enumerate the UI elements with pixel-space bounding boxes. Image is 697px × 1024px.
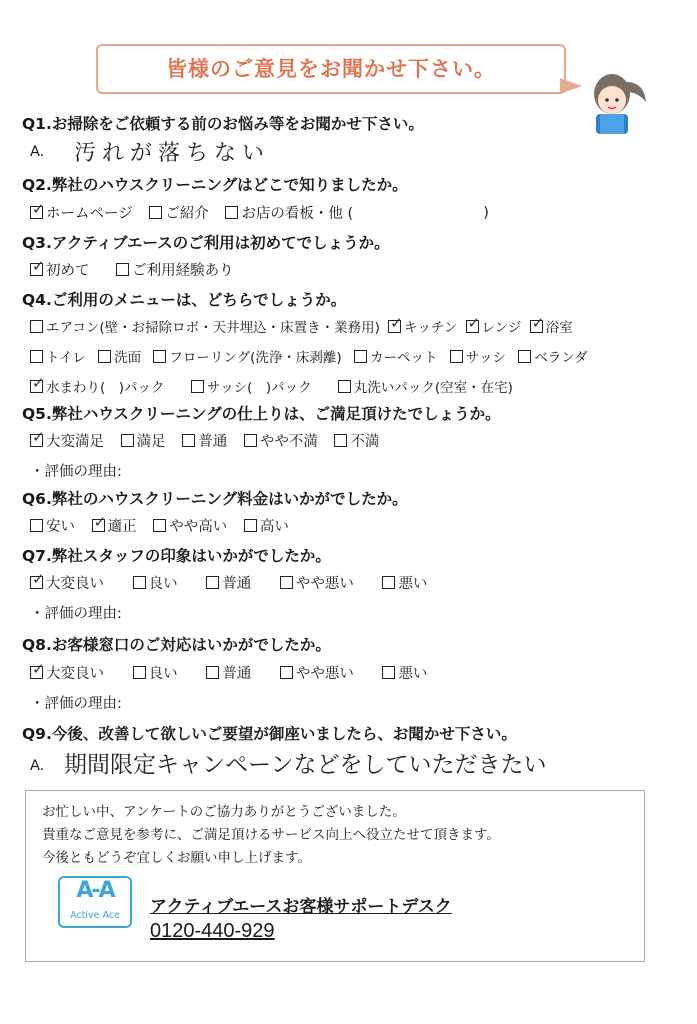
- q7-options: [30, 572, 439, 593]
- q7-option-somewhat-bad[interactable]: やや悪い: [280, 572, 354, 593]
- q4-option-sash[interactable]: サッシ: [450, 346, 506, 366]
- checkbox[interactable]: ✓: [32, 200, 45, 218]
- q3-option-first-time[interactable]: ✓ 初めて: [32, 257, 90, 279]
- q4-option-range[interactable]: ✓ レンジ: [467, 313, 522, 336]
- q8-option-very-good[interactable]: ✓ 大変良い: [32, 660, 104, 682]
- q4-option-flooring[interactable]: フローリング(洗浄・床剥離): [153, 346, 341, 366]
- q4-row2: [30, 346, 600, 367]
- q8-option-normal[interactable]: 普通: [206, 662, 251, 683]
- q8-options: [30, 662, 439, 683]
- q6-option-cheap[interactable]: 安い: [30, 515, 75, 536]
- q4-option-full-pack[interactable]: 丸洗いパック(空室・在宅): [338, 376, 513, 396]
- q4-option-toilet[interactable]: トイレ: [30, 346, 86, 366]
- logo-mark: A-A: [76, 878, 114, 903]
- q8-option-good[interactable]: 良い: [133, 662, 178, 683]
- logo-text: Active Ace: [70, 910, 120, 921]
- footer-message: 貴重なご意見を参考に、ご満足頂けるサービス向上へ役立たせて頂きます。: [42, 827, 500, 843]
- q7-question: Q7.弊社スタッフの印象はいかがでしたか。: [22, 547, 331, 565]
- q5-option-satisfied[interactable]: 満足: [121, 430, 166, 451]
- q5-reason-label: ・評価の理由:: [30, 464, 122, 480]
- q4-option-washroom[interactable]: 洗面: [98, 346, 141, 366]
- q5-option-very-satisfied[interactable]: ✓ 大変満足: [32, 428, 104, 450]
- q7-option-normal[interactable]: 普通: [206, 572, 251, 593]
- q8-question: Q8.お客様窓口のご対応はいかがでしたか。: [22, 636, 331, 654]
- q4-row1: [30, 313, 585, 337]
- q3-question: Q3.アクティブエースのご利用は初めてでしょうか。: [22, 234, 390, 252]
- q4-row3: [30, 373, 525, 397]
- q6-options: [30, 515, 301, 536]
- q7-option-very-good[interactable]: ✓ 大変良い: [32, 570, 104, 592]
- q9-answer-prefix: A.: [30, 758, 45, 774]
- q7-option-good[interactable]: 良い: [133, 572, 178, 593]
- q8-option-bad[interactable]: 悪い: [382, 662, 427, 683]
- support-phone-number[interactable]: 0120-440-929: [150, 920, 275, 942]
- q4-option-veranda[interactable]: ベランダ: [518, 346, 587, 366]
- q4-option-kitchen[interactable]: ✓ キッチン: [390, 313, 458, 336]
- q5-options: [30, 430, 391, 451]
- q4-option-bathroom[interactable]: ✓ 浴室: [531, 313, 573, 336]
- q5-question: Q5.弊社ハウスクリーニングの仕上りは、ご満足頂けたでしょうか。: [22, 405, 501, 423]
- q4-option-sash-pack[interactable]: サッシ( )パック: [191, 376, 312, 396]
- q2-option-homepage[interactable]: ✓ ホームページ: [32, 200, 133, 222]
- q2-option-other[interactable]: お店の看板・他 ( ): [225, 202, 488, 223]
- q2-options: [30, 202, 501, 223]
- q6-option-fair[interactable]: ✓ 適正: [93, 513, 137, 535]
- footer-closing: 今後ともどうぞ宜しくお願い申し上げます。: [42, 850, 311, 866]
- checkbox[interactable]: ✓: [32, 257, 45, 275]
- q5-option-somewhat-unsatisfied[interactable]: やや不満: [244, 430, 318, 451]
- checkbox[interactable]: [149, 206, 162, 219]
- q4-option-aircon[interactable]: エアコン(壁・お掃除ロボ・天井埋込・床置き・業務用): [30, 316, 380, 336]
- mascot-illustration: [582, 62, 652, 134]
- q6-option-high[interactable]: 高い: [244, 515, 289, 536]
- q8-option-somewhat-bad[interactable]: やや悪い: [280, 662, 354, 683]
- q7-reason-label: ・評価の理由:: [30, 606, 122, 622]
- q9-handwritten-answer: 期間限定キャンペーンなどをしていただきたい: [64, 752, 547, 778]
- page-title: 皆様のご意見をお聞かせ下さい。: [166, 57, 496, 81]
- q5-option-normal[interactable]: 普通: [182, 430, 227, 451]
- q6-question: Q6.弊社のハウスクリーニング料金はいかがでしたか。: [22, 490, 408, 508]
- q7-option-bad[interactable]: 悪い: [382, 572, 427, 593]
- q1-question: Q1.お掃除をご依頼する前のお悩み等をお聞かせ下さい。: [22, 115, 424, 133]
- q3-option-returning[interactable]: ご利用経験あり: [116, 259, 234, 280]
- q5-option-unsatisfied[interactable]: 不満: [334, 430, 379, 451]
- checkbox[interactable]: [225, 206, 238, 219]
- q1-answer-prefix: A.: [30, 144, 45, 160]
- q1-handwritten-answer: 汚れが落ちない: [74, 141, 271, 166]
- support-desk-title: アクティブエースお客様サポートデスク: [150, 897, 452, 917]
- q6-option-slightly-high[interactable]: やや高い: [153, 515, 227, 536]
- q2-option-referral[interactable]: ご紹介: [149, 202, 209, 223]
- q3-options: [30, 259, 246, 280]
- q2-question: Q2.弊社のハウスクリーニングはどこで知りましたか。: [22, 176, 408, 194]
- q4-option-water-pack[interactable]: ✓ 水まわり( )パック: [32, 373, 165, 396]
- footer-thanks: お忙しい中、アンケートのご協力ありがとうございました。: [42, 804, 406, 820]
- q8-reason-label: ・評価の理由:: [30, 696, 122, 712]
- checkbox[interactable]: [116, 263, 129, 276]
- q4-question: Q4.ご利用のメニューは、どちらでしょうか。: [22, 291, 347, 309]
- q4-option-carpet[interactable]: カーペット: [354, 346, 438, 366]
- q9-question: Q9.今後、改善して欲しいご要望が御座いましたら、お聞かせ下さい。: [22, 725, 517, 743]
